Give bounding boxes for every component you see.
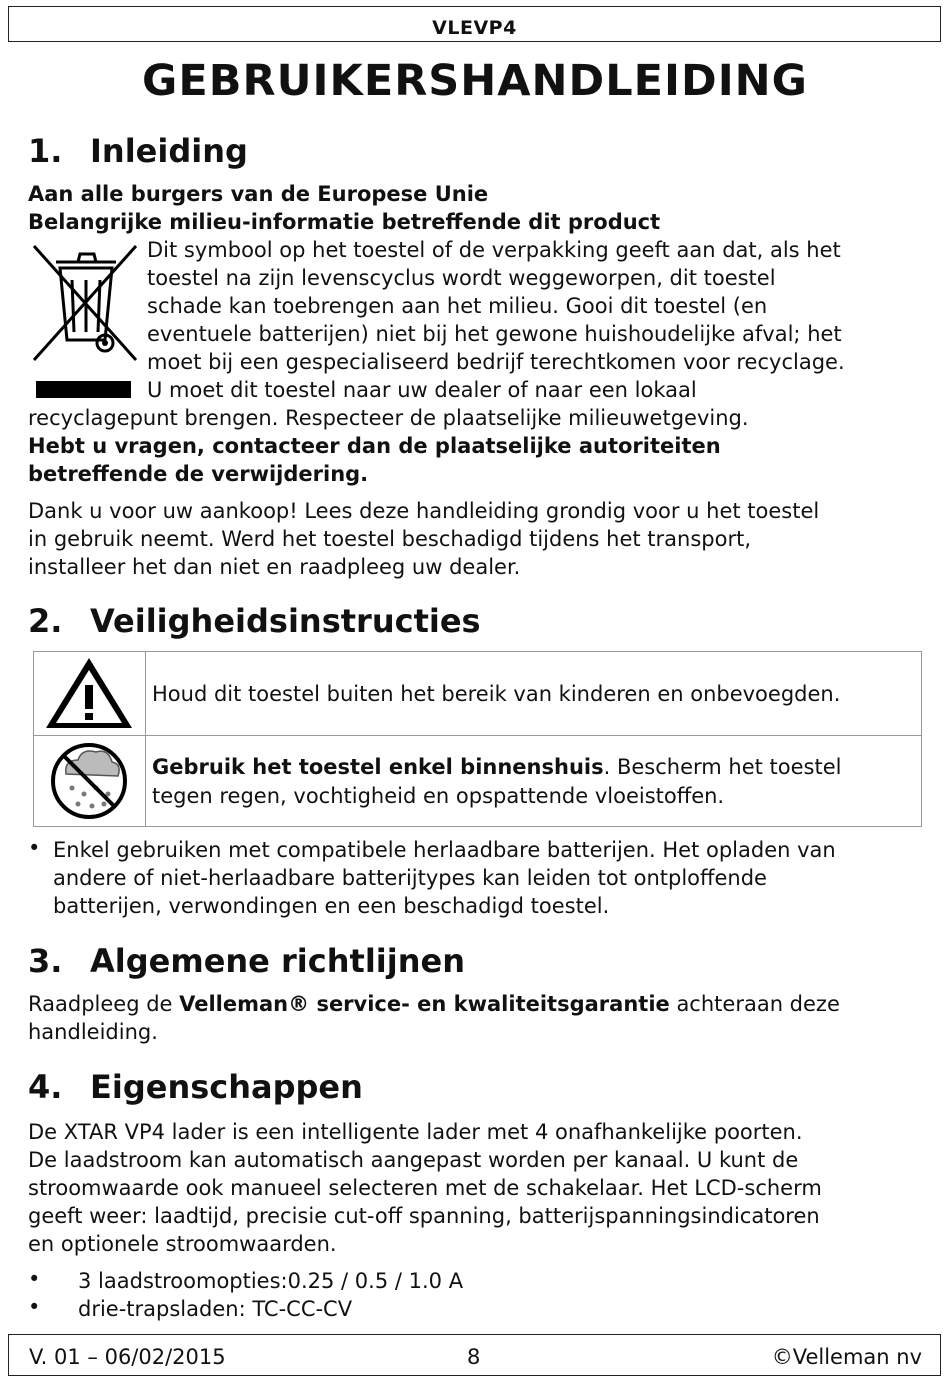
copyright: ©Velleman nv (771, 1345, 922, 1369)
bullet-line: batterijen, verwondingen en een beschadigd toestel. (53, 894, 610, 918)
weee-line: recyclagepunt brengen. Respecteer de plaatselijke milieuwetgeving. (28, 406, 749, 430)
icon-cell (34, 736, 146, 826)
questions-line: betreffende de verwijdering. (28, 462, 369, 486)
features-line: en optionele stroomwaarden. (28, 1232, 337, 1256)
weee-black-bar (36, 381, 131, 398)
safety-text (152, 753, 909, 810)
bullet-line: Enkel gebruiken met compatibele herlaadbare batterijen. Het opladen van (53, 838, 836, 862)
weee-line: Dit symbool op het toestel of de verpakking geeft aan dat, als het (147, 238, 841, 262)
guidelines-post: achteraan deze (669, 992, 840, 1016)
thanks-line: in gebruik neemt. Werd het toestel beschadigd tijdens het transport, (28, 527, 752, 551)
weee-line: toestel na zijn levenscyclus wordt weggeworpen, dit toestel (147, 266, 776, 290)
crossed-out-wheelie-bin-icon (30, 240, 142, 365)
section-title: Algemene richtlijnen (90, 942, 465, 980)
questions-line: Hebt u vragen, contacteer dan de plaatselijke autoriteiten (28, 434, 721, 458)
icon-cell (34, 652, 146, 735)
section-title: Veiligheidsinstructies (90, 602, 481, 640)
weee-line: moet bij een gespecialiseerd bedrijf terechtkomen voor recyclage. (147, 350, 845, 374)
warranty-bold: Velleman® service- en kwaliteitsgarantie (179, 992, 670, 1016)
section-title: Inleiding (90, 132, 248, 170)
safety-text: Houd dit toestel buiten het bereik van kinderen en onbevoegden. (152, 682, 841, 706)
section-title: Eigenschappen (90, 1068, 363, 1106)
bullet-line: andere of niet-herlaadbare batterijtypes kan leiden tot ontploffende (53, 866, 767, 890)
section-4-heading (28, 1068, 363, 1106)
indoor-text-line2: tegen regen, vochtigheid en opspattende vloeistoffen. (152, 783, 725, 808)
features-line: stroomwaarde ook manueel selecteren met de schakelaar. Het LCD-scherm (28, 1176, 822, 1200)
safety-row (34, 736, 921, 826)
guidelines-line (28, 990, 840, 1019)
indoor-text: . Bescherm het toestel (603, 755, 842, 779)
bullet-icon: • (28, 1267, 41, 1291)
bullet-icon: • (28, 836, 41, 860)
safety-table (33, 651, 922, 827)
model-number: VLEVP4 (432, 17, 517, 39)
thanks-line: installeer het dan niet en raadpleeg uw dealer. (28, 555, 521, 579)
bullet-icon: • (28, 1295, 41, 1319)
safety-row (34, 652, 921, 736)
features-line: geeft weer: laadtijd, precisie cut-off spanning, batterijspanningsindicatoren (28, 1204, 820, 1228)
indoor-only-bold: Gebruik het toestel enkel binnenshuis (152, 755, 604, 779)
feature-bullet: 3 laadstroomopties:0.25 / 0.5 / 1.0 A (78, 1269, 464, 1293)
version-date: V. 01 – 06/02/2015 (29, 1345, 226, 1369)
weee-line: schade kan toebrengen aan het milieu. Gooi dit toestel (en (147, 294, 768, 318)
weee-line: U moet dit toestel naar uw dealer of naar een lokaal (147, 378, 697, 402)
features-line: De XTAR VP4 lader is een intelligente lader met 4 onafhankelijke poorten. (28, 1120, 803, 1144)
footer-box (8, 1334, 941, 1376)
warning-triangle-icon (34, 652, 145, 735)
page-number: 8 (467, 1345, 481, 1369)
environment-info-line: Belangrijke milieu-informatie betreffende dit product (28, 210, 661, 234)
feature-bullet: drie-trapsladen: TC-CC-CV (78, 1297, 353, 1321)
guidelines-line2: handleiding. (28, 1020, 158, 1044)
section-1-heading (28, 132, 248, 170)
section-2-heading (28, 602, 481, 640)
features-line: De laadstroom kan automatisch aangepast worden per kanaal. U kunt de (28, 1148, 799, 1172)
section-number: 3. (28, 942, 63, 980)
header-box (8, 6, 941, 42)
section-3-heading (28, 942, 465, 980)
section-number: 2. (28, 602, 63, 640)
thanks-line: Dank u voor uw aankoop! Lees deze handleiding grondig voor u het toestel (28, 499, 820, 523)
weee-line: eventuele batterijen) niet bij het gewone huishoudelijke afval; het (147, 322, 842, 346)
no-rain-icon (34, 736, 145, 826)
section-number: 1. (28, 132, 63, 170)
eu-citizens-line: Aan alle burgers van de Europese Unie (28, 182, 489, 206)
section-number: 4. (28, 1068, 63, 1106)
document-title: GEBRUIKERSHANDLEIDING (142, 56, 808, 106)
guidelines-pre: Raadpleeg de (28, 992, 180, 1016)
